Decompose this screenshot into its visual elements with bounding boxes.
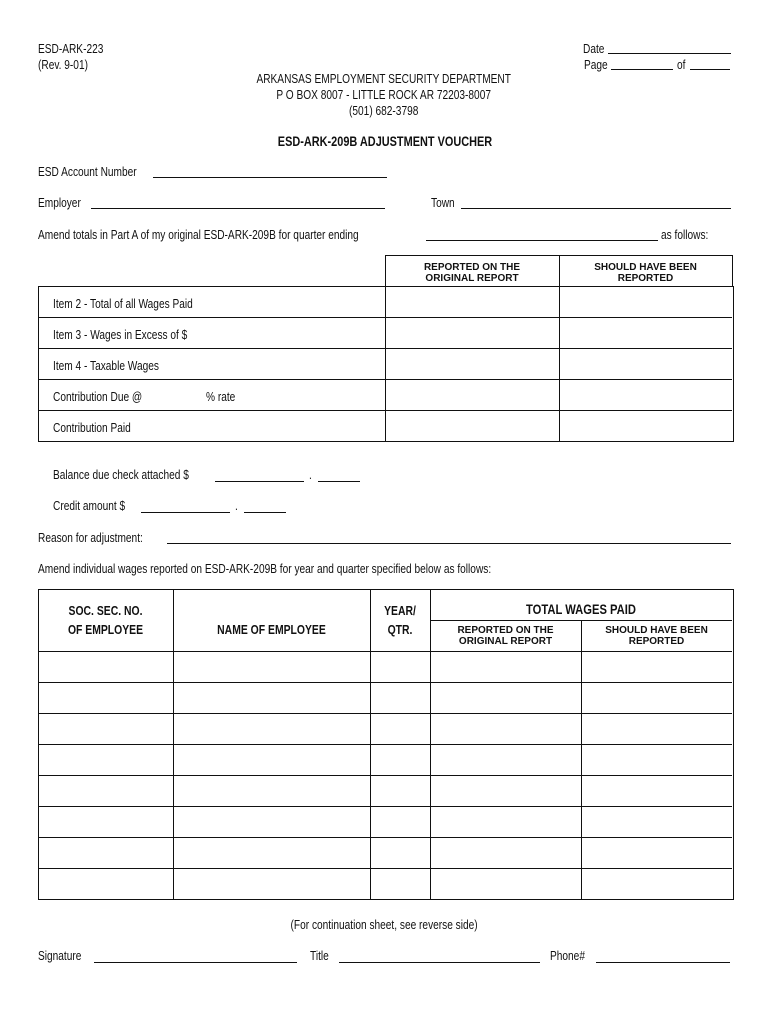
employer-label: Employer xyxy=(38,195,81,210)
year-qtr-cell[interactable] xyxy=(371,745,430,774)
decimal-dot: . xyxy=(235,498,238,513)
col-year-header: YEAR/ QTR. xyxy=(384,603,416,637)
employee-name-cell[interactable] xyxy=(174,745,370,774)
reported-wages-cell[interactable] xyxy=(431,714,581,743)
town-field[interactable] xyxy=(461,208,731,209)
reported-cell[interactable] xyxy=(386,287,558,316)
should-wages-cell[interactable] xyxy=(582,714,731,743)
balance-due-label: Balance due check attached $ xyxy=(53,467,189,482)
should-wages-cell[interactable] xyxy=(582,652,731,681)
reported-cell[interactable] xyxy=(386,349,558,378)
decimal-dot: . xyxy=(309,467,312,482)
amend-totals-label: Amend totals in Part A of my original ESD-ARK-209B for quarter ending xyxy=(38,227,359,242)
reported-wages-cell[interactable] xyxy=(431,838,581,867)
row-label: Contribution Due @ xyxy=(53,389,143,404)
should-wages-cell[interactable] xyxy=(582,776,731,805)
should-wages-cell[interactable] xyxy=(582,838,731,867)
town-label: Town xyxy=(431,195,455,210)
signature-field[interactable] xyxy=(94,962,297,963)
year-qtr-cell[interactable] xyxy=(371,683,430,712)
should-cell[interactable] xyxy=(560,411,731,440)
year-qtr-cell[interactable] xyxy=(371,776,430,805)
employee-name-cell[interactable] xyxy=(174,776,370,805)
title-label: Title xyxy=(310,948,329,963)
should-wages-cell[interactable] xyxy=(582,683,731,712)
continuation-note: (For continuation sheet, see reverse side) xyxy=(290,917,478,932)
reason-label: Reason for adjustment: xyxy=(38,530,143,545)
of-label: of xyxy=(677,57,686,72)
col-reported-header: REPORTED ON THE ORIGINAL REPORT xyxy=(457,625,554,647)
revision: (Rev. 9-01) xyxy=(38,57,88,72)
employee-name-cell[interactable] xyxy=(174,714,370,743)
year-qtr-cell[interactable] xyxy=(371,869,430,898)
reported-cell[interactable] xyxy=(386,411,558,440)
reported-wages-cell[interactable] xyxy=(431,683,581,712)
ssn-cell[interactable] xyxy=(39,652,173,681)
should-cell[interactable] xyxy=(560,349,731,378)
page-title: ESD-ARK-209B ADJUSTMENT VOUCHER xyxy=(277,133,493,149)
employer-field[interactable] xyxy=(91,208,385,209)
date-field[interactable] xyxy=(608,53,731,54)
reported-wages-cell[interactable] xyxy=(431,745,581,774)
ssn-cell[interactable] xyxy=(39,869,173,898)
as-follows-label: as follows: xyxy=(661,227,709,242)
col-should-header: SHOULD HAVE BEEN REPORTED xyxy=(594,262,697,284)
year-qtr-cell[interactable] xyxy=(371,714,430,743)
row-label: Item 2 - Total of all Wages Paid xyxy=(53,296,193,311)
col-total-header: TOTAL WAGES PAID xyxy=(526,601,636,617)
employee-name-cell[interactable] xyxy=(174,807,370,836)
page-total-field[interactable] xyxy=(690,69,730,70)
account-label: ESD Account Number xyxy=(38,164,137,179)
row-label: Item 4 - Taxable Wages xyxy=(53,358,159,373)
should-cell[interactable] xyxy=(560,287,731,316)
col-ssn-header: SOC. SEC. NO. OF EMPLOYEE xyxy=(67,603,144,637)
year-qtr-cell[interactable] xyxy=(371,838,430,867)
agency-address: P O BOX 8007 - LITTLE ROCK AR 72203-8007 xyxy=(276,87,491,102)
quarter-ending-field[interactable] xyxy=(426,240,658,241)
account-number-field[interactable] xyxy=(153,177,387,178)
reported-wages-cell[interactable] xyxy=(431,869,581,898)
col-reported-header: REPORTED ON THE ORIGINAL REPORT xyxy=(423,262,521,284)
phone-label: Phone# xyxy=(550,948,585,963)
phone-field[interactable] xyxy=(596,962,730,963)
should-cell[interactable] xyxy=(560,380,731,409)
date-label: Date xyxy=(583,41,605,56)
col-should-header: SHOULD HAVE BEEN REPORTED xyxy=(605,625,708,647)
ssn-cell[interactable] xyxy=(39,683,173,712)
should-wages-cell[interactable] xyxy=(582,807,731,836)
reported-wages-cell[interactable] xyxy=(431,776,581,805)
employee-name-cell[interactable] xyxy=(174,869,370,898)
row-label: Item 3 - Wages in Excess of $ xyxy=(53,327,188,342)
employee-name-cell[interactable] xyxy=(174,683,370,712)
agency-phone: (501) 682-3798 xyxy=(349,103,419,118)
ssn-cell[interactable] xyxy=(39,807,173,836)
balance-cents-field[interactable] xyxy=(318,481,360,482)
credit-cents-field[interactable] xyxy=(244,512,286,513)
col-name-header: NAME OF EMPLOYEE xyxy=(217,622,326,637)
signature-label: Signature xyxy=(38,948,82,963)
reported-cell[interactable] xyxy=(386,380,558,409)
ssn-cell[interactable] xyxy=(39,714,173,743)
should-wages-cell[interactable] xyxy=(582,745,731,774)
agency-name: ARKANSAS EMPLOYMENT SECURITY DEPARTMENT xyxy=(256,71,511,86)
page-label: Page xyxy=(584,57,608,72)
reported-cell[interactable] xyxy=(386,318,558,347)
ssn-cell[interactable] xyxy=(39,745,173,774)
should-cell[interactable] xyxy=(560,318,731,347)
part-b-intro: Amend individual wages reported on ESD-ARK-209B for year and quarter specified below as follows: xyxy=(38,561,492,576)
credit-amount-label: Credit amount $ xyxy=(53,498,126,513)
ssn-cell[interactable] xyxy=(39,838,173,867)
rate-suffix: % rate xyxy=(206,389,236,404)
balance-dollars-field[interactable] xyxy=(215,481,304,482)
employee-name-cell[interactable] xyxy=(174,838,370,867)
reason-field[interactable] xyxy=(167,543,731,544)
row-label: Contribution Paid xyxy=(53,420,131,435)
employee-name-cell[interactable] xyxy=(174,652,370,681)
should-wages-cell[interactable] xyxy=(582,869,731,898)
ssn-cell[interactable] xyxy=(39,776,173,805)
reported-wages-cell[interactable] xyxy=(431,807,581,836)
credit-dollars-field[interactable] xyxy=(141,512,230,513)
form-id: ESD-ARK-223 xyxy=(38,41,104,56)
year-qtr-cell[interactable] xyxy=(371,807,430,836)
reported-wages-cell[interactable] xyxy=(431,652,581,681)
title-field[interactable] xyxy=(339,962,540,963)
year-qtr-cell[interactable] xyxy=(371,652,430,681)
page-number-field[interactable] xyxy=(611,69,673,70)
